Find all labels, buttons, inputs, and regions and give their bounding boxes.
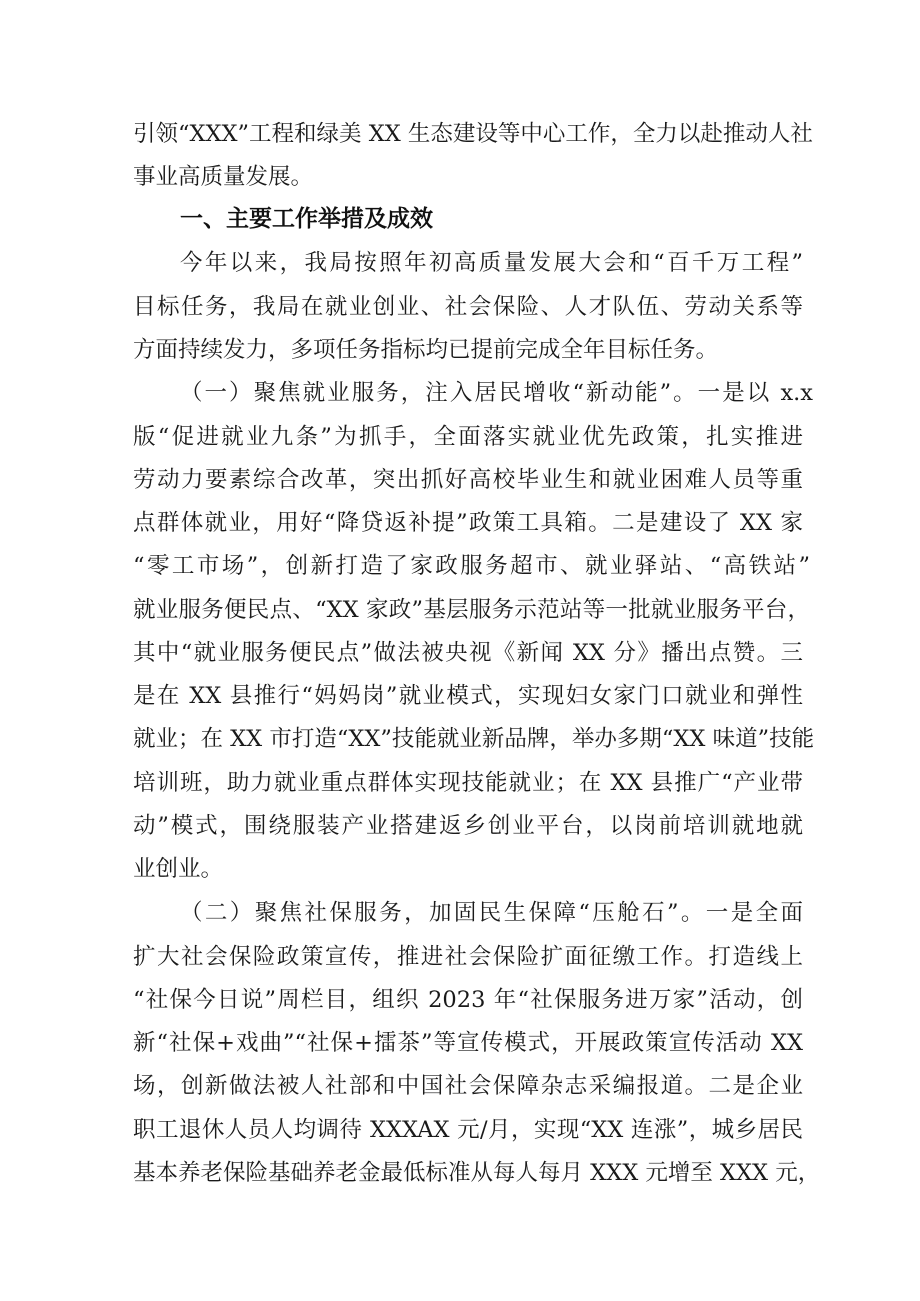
paragraph-line: 业创业。 — [133, 856, 224, 882]
paragraph-line: 新“社保+戏曲”“社保+擂茶”等宣传模式，开展政策宣传活动 XX — [133, 1030, 803, 1056]
paragraph-line: 培训班，助力就业重点群体实现技能就业；在 XX 县推广“产业带 — [133, 770, 803, 796]
paragraph-line: 点群体就业，用好“降贷返补提”政策工具箱。二是建设了 XX 家 — [133, 510, 803, 536]
paragraph-line: 职工退休人员人均调待 XXXAX 元/月，实现“XX 连涨”，城乡居民 — [133, 1117, 803, 1143]
paragraph-line: 其中“就业服务便民点”做法被央视《新闻 XX 分》播出点赞。三 — [133, 640, 803, 666]
paragraph-line: 事业高质量发展。 — [133, 164, 314, 190]
paragraph-line: “零工市场”，创新打造了家政服务超市、就业驿站、“高铁站” — [133, 553, 810, 579]
paragraph-line: 场，创新做法被人社部和中国社会保障杂志采编报道。二是企业 — [133, 1073, 803, 1099]
paragraph-line: 今年以来，我局按照年初高质量发展大会和“百千万工程” — [180, 250, 803, 276]
paragraph-line: 方面持续发力，多项任务指标均已提前完成全年目标任务。 — [133, 337, 719, 363]
section-heading: 一、主要工作举措及成效 — [180, 206, 433, 232]
paragraph-line: 是在 XX 县推行“妈妈岗”就业模式，实现妇女家门口就业和弹性 — [133, 683, 803, 709]
paragraph-line: 动”模式，围绕服装产业搭建返乡创业平台，以岗前培训就地就 — [133, 813, 803, 839]
paragraph-line: 引领“XXX”工程和绿美 XX 生态建设等中心工作，全力以赴推动人社 — [133, 121, 813, 147]
paragraph-line: 版“促进就业九条”为抓手，全面落实就业优先政策，扎实推进 — [133, 424, 803, 450]
paragraph-line: （一）聚焦就业服务，注入居民增收“新动能”。一是以 x.x — [180, 380, 813, 406]
paragraph-line: 就业；在 XX 市打造“XX”技能就业新品牌，举办多期“XX 味道”技能 — [133, 726, 815, 752]
paragraph-line: “社保今日说”周栏目，组织 2023 年“社保服务进万家”活动，创 — [133, 987, 803, 1013]
paragraph-line: 就业服务便民点、“XX 家政”基层服务示范站等一批就业服务平台， — [133, 597, 810, 623]
paragraph-line: 劳动力要素综合改革，突出抓好高校毕业生和就业困难人员等重 — [133, 467, 803, 493]
paragraph-line: 基本养老保险基础养老金最低标准从每人每月 XXX 元增至 XXX 元， — [133, 1160, 821, 1186]
paragraph-line: 扩大社会保险政策宣传，推进社会保险扩面征缴工作。打造线上 — [133, 944, 803, 970]
paragraph-line: 目标任务，我局在就业创业、社会保险、人才队伍、劳动关系等 — [133, 294, 803, 320]
paragraph-line: （二）聚焦社保服务，加固民生保障“压舱石”。一是全面 — [180, 900, 803, 926]
